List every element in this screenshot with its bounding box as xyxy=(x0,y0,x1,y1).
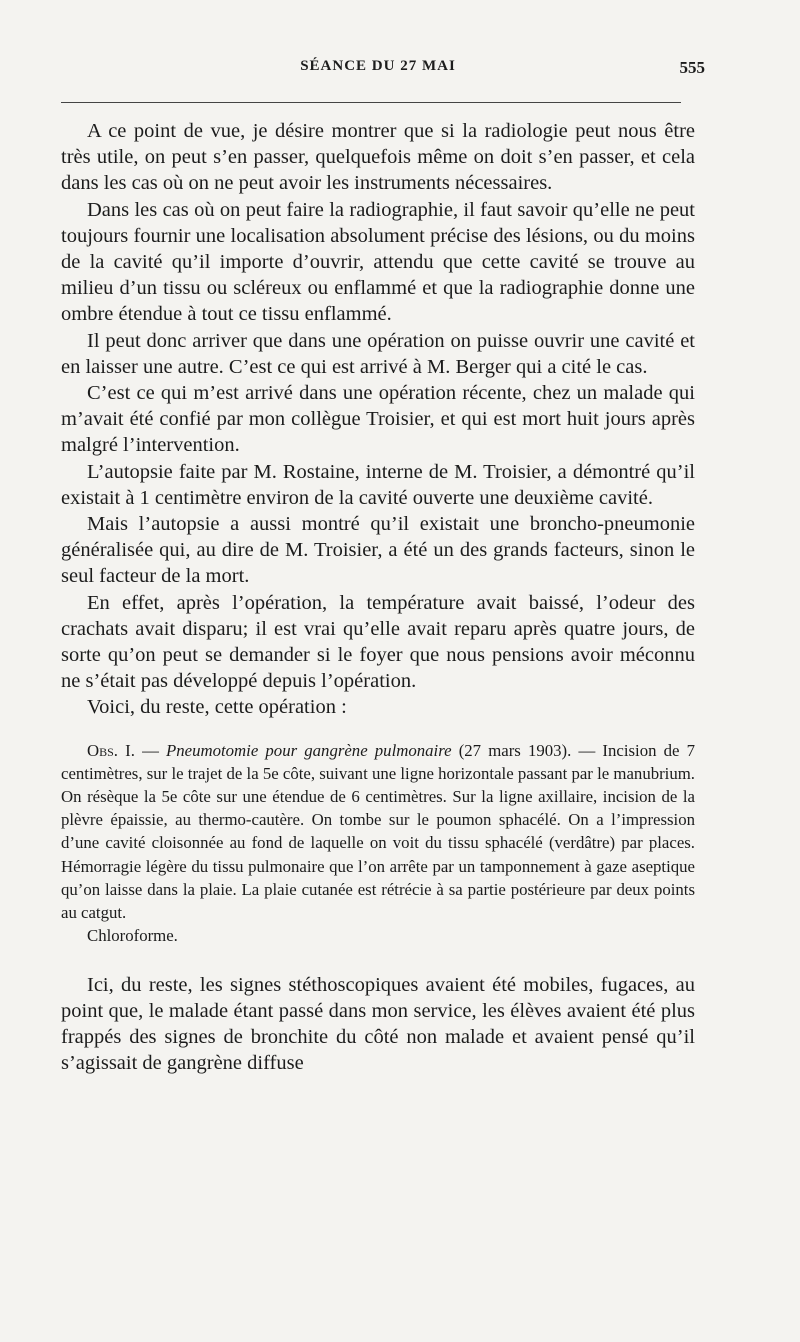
observation-date: (27 mars 1903). — xyxy=(451,740,603,760)
header-rule xyxy=(61,102,681,103)
final-section xyxy=(61,972,695,1077)
running-header-title: SÉANCE DU 27 MAI xyxy=(300,58,456,74)
paragraph: A ce point de vue, je désire montrer que si la radiologie peut nous être très utile, on peut s’en passer, quelquefois même on doit s’en passer, et cela dans les cas où on ne peut avoir les instruments nécessaires. xyxy=(61,120,695,195)
body-text xyxy=(61,118,695,1076)
page-number: 555 xyxy=(679,58,705,77)
paragraph: Voici, du reste, cette opération : xyxy=(87,696,347,719)
paragraph: Mais l’autopsie a aussi montré qu’il existait une broncho-pneumonie généralisée qui, au dire de M. Troisier, a été un des grands facteurs, sinon le seul facteur de la mort. xyxy=(61,513,695,588)
observation-text: Incision de 7 centimètres, sur le trajet de la 5e côte, suivant une ligne horizontale passant par le manubrium. On résèque la 5e côte sur une étendue de 6 centimètres. Sur la ligne axillaire, incision de la plèvre épaissie, au thermo-cautère. On tombe sur le poumon sphacélé. On a l’impression d’une cavité cloisonnée au fond de laquelle on voit du tissu sphacélé (verdâtre) par places. Hémorragie légère du tissu pulmonaire que l’on arrête par un tamponnement à gaze aseptique qu’on laisse dans la plaie. La plaie cutanée est rétrécie à sa partie postérieure par deux points au catgut. xyxy=(61,740,695,923)
paragraph: L’autopsie faite par M. Rostaine, interne de M. Troisier, a démontré qu’il existait à 1 centimètre environ de la cavité ouverte une deuxième cavité. xyxy=(61,460,695,509)
observation-anesthesia: Chloroforme. xyxy=(87,926,178,946)
running-header xyxy=(61,58,705,88)
paragraph: En effet, après l’opération, la température avait baissé, l’odeur des crachats avait disparu; il est vrai qu’elle avait reparu après quatre jours, de sorte qu’on peut se demander si le foyer que nous pensions avoir méconnu ne s’était pas développé depuis l’opération. xyxy=(61,591,695,693)
final-paragraph: Ici, du reste, les signes stéthoscopiques avaient été mobiles, fugaces, au point que, le malade étant passé dans mon service, les élèves avaient été plus frappés des signes de bronchite du côté non malade et avaient pensé qu’il s’agissait de gangrène diffuse xyxy=(61,973,695,1075)
observation-dash: — xyxy=(134,740,166,760)
paragraph: C’est ce qui m’est arrivé dans une opération récente, chez un malade qui m’avait été confié par mon collègue Troisier, et qui est mort huit jours après malgré l’intervention. xyxy=(61,382,695,457)
paragraph: Dans les cas où on peut faire la radiographie, il faut savoir qu’elle ne peut toujours fournir une localisation absolument précise des lésions, ou du moins de la cavité qu’il importe d’ouvrir, attendu que cette cavité se trouve au milieu d’un tissu ou scléreux ou enflammé et que la radiographie donne une ombre étendue à tout ce tissu enflammé. xyxy=(61,198,695,326)
observation-title: Pneumotomie pour gangrène pulmonaire xyxy=(166,740,452,760)
observation-label: Obs. I. xyxy=(87,740,135,760)
paragraph: Il peut donc arriver que dans une opération on puisse ouvrir une cavité et en laisser une autre. C’est ce qui est arrivé à M. Berger qui a cité le cas. xyxy=(61,329,695,378)
observation-paragraph xyxy=(61,739,695,925)
observation-block xyxy=(61,739,695,948)
